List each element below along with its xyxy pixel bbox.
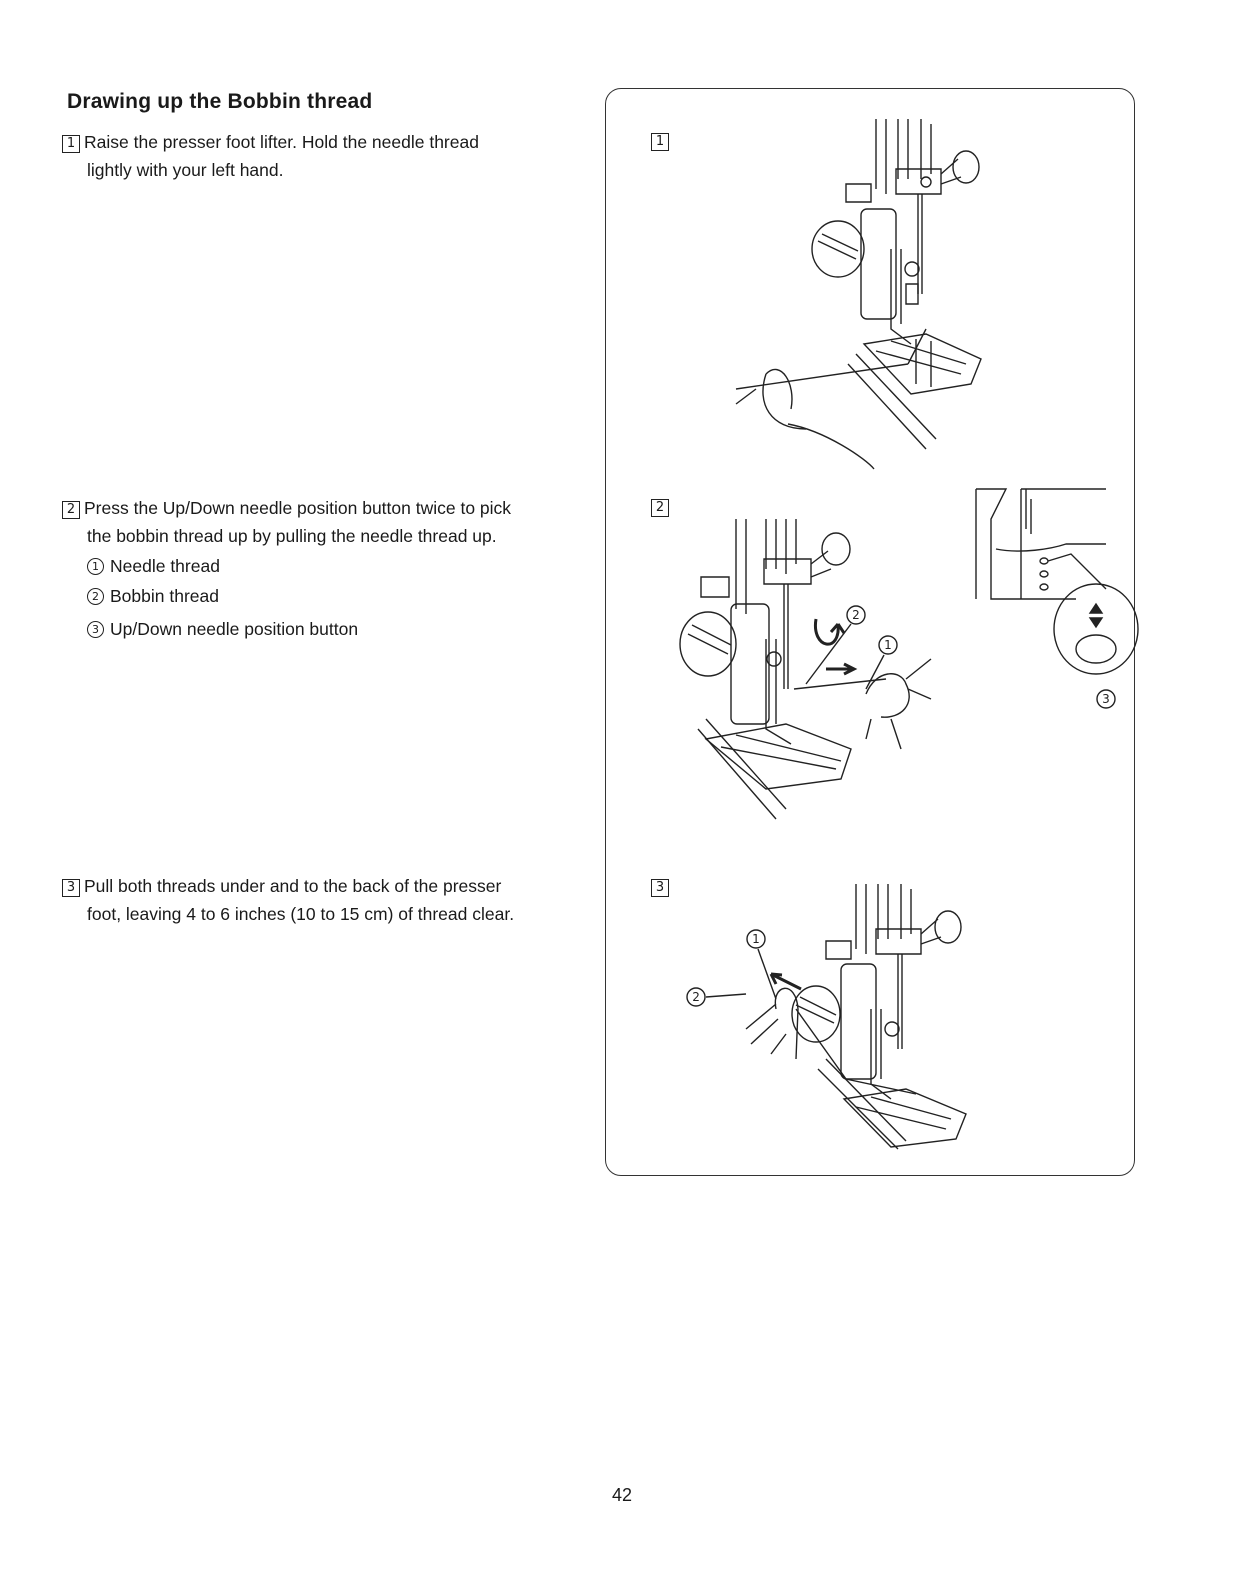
figure-2-needle-button-illustration (676, 489, 1126, 799)
page-number: 42 (611, 1485, 633, 1505)
figure-2-number: 2 (651, 499, 669, 517)
callout-bobbin-thread: 2 Bobbin thread (62, 582, 582, 610)
callout-up-down-button: 3 Up/Down needle position button (62, 615, 582, 643)
callout-needle-thread: 1 Needle thread (62, 552, 582, 580)
step-1-number: 1 (62, 135, 80, 153)
illustration-panel (605, 88, 1135, 1176)
section-title: Drawing up the Bobbin thread (67, 90, 373, 113)
step-1-line-1: Raise the presser foot lifter. Hold the needle thread (84, 132, 479, 152)
figure-3-callout-2: 2 (692, 990, 700, 1004)
step-1-line-2: lightly with your left hand. (87, 160, 284, 180)
step-2-line-1: Press the Up/Down needle position button twice to pick (84, 498, 512, 518)
step-1-text (62, 128, 582, 184)
step-3-text (62, 872, 582, 928)
figure-3-number: 3 (651, 879, 669, 897)
step-3-number: 3 (62, 879, 80, 897)
figure-1-presser-foot-illustration (726, 119, 986, 449)
step-2-text (62, 494, 582, 643)
step-3-line-2: foot, leaving 4 to 6 inches (10 to 15 cm) of thread clear. (87, 904, 515, 924)
figure-2-callout-1: 1 (884, 638, 892, 652)
figure-2-callout-3: 3 (1102, 692, 1110, 706)
figure-2-callout-2: 2 (852, 608, 860, 622)
step-2-number: 2 (62, 501, 80, 519)
figure-3-threads-back-illustration (692, 879, 996, 1159)
figure-3-callout-1: 1 (752, 932, 760, 946)
step-2-line-2: the bobbin thread up by pulling the needle thread up. (87, 526, 497, 546)
step-3-line-1: Pull both threads under and to the back of the presser (84, 876, 502, 896)
figure-1-number: 1 (651, 133, 669, 151)
